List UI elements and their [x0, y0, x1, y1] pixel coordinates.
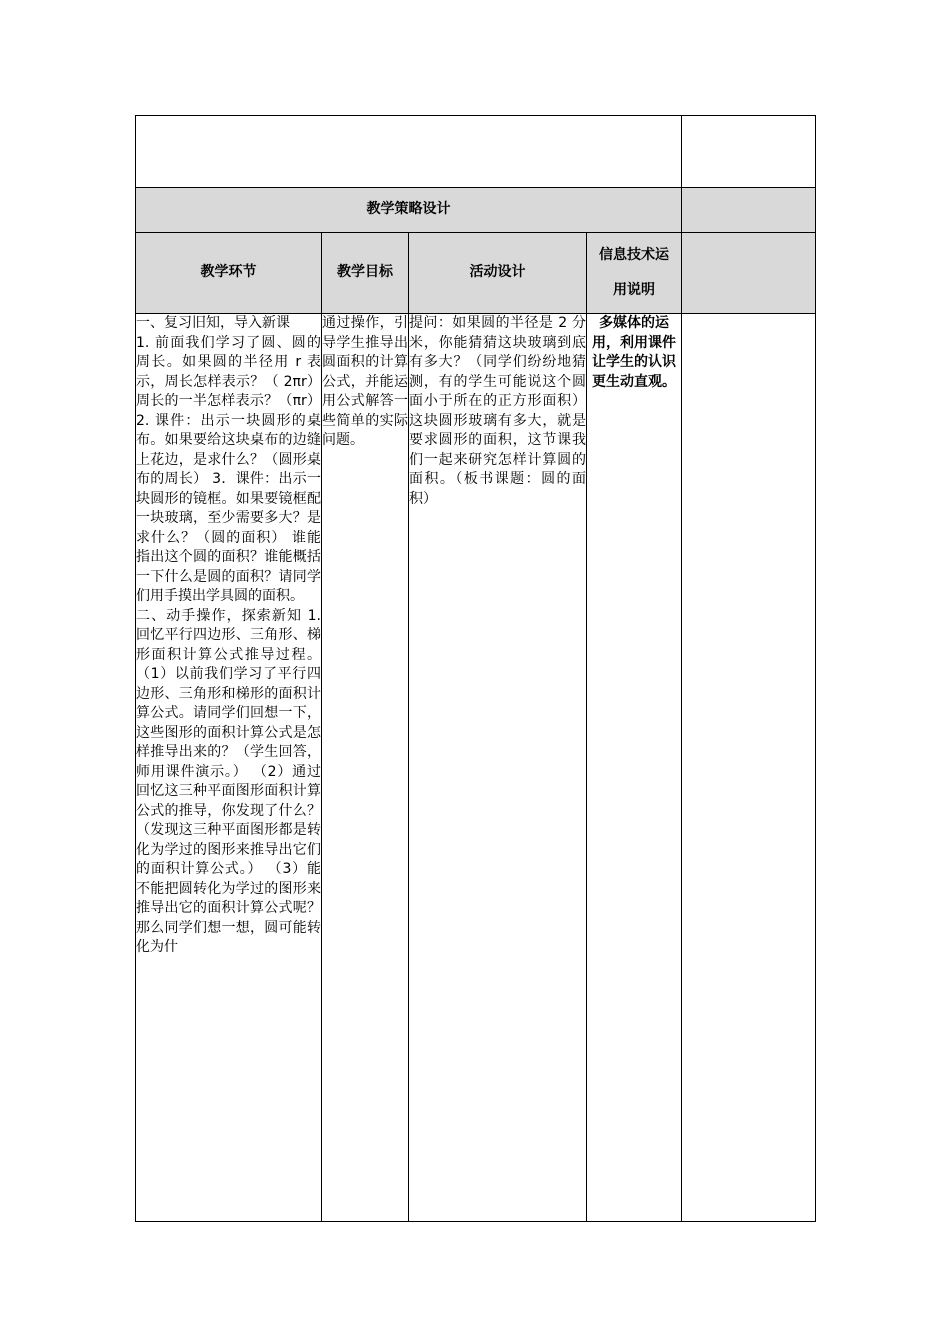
content-row [136, 314, 816, 1222]
section-side-cell [682, 188, 816, 233]
stage-heading-review: 一、复习旧知，导入新课 [136, 315, 290, 331]
stage-paragraph-explore-text: 1. 回忆平行四边形、三角形、梯形面积计算公式推导过程。（1）以前我们学习了平行四边形、三角形和梯形的面积计算公式。请同学们回想一下，这些图形的面积计算公式是怎样推导出来的？（学生回答，师用课件演示。） （2）通过回忆这三种平面图形面积计算公式的推导，你发现了什么？（发现这三种平面图形都是转化为学过的图形来推导出它们的面积计算公式。） （3）能不能把圆转化为学过的图形来推导出它的面积计算公式呢？ 那么同学们想一想，圆可能转化为什 [136, 607, 322, 955]
header-activity-design: 活动设计 [409, 233, 587, 314]
blank-cell [136, 116, 682, 188]
header-it-usage: 信息技术运用说明 [587, 233, 682, 314]
lesson-plan-table [135, 115, 816, 1222]
it-usage-cell: 多媒体的运用，利用课件让学生的认识更生动直观。 [587, 314, 682, 1222]
header-side-cell [682, 233, 816, 314]
stage-heading-explore: 二、动手操作，探索新知 [136, 607, 303, 624]
section-title-row [136, 188, 816, 233]
content-side-cell [682, 314, 816, 1222]
stage-paragraph-explore [136, 607, 321, 958]
section-title: 教学策略设计 [136, 188, 682, 233]
header-teaching-stage: 教学环节 [136, 233, 322, 314]
activity-design-cell: 提问：如果圆的半径是 2 分米，你能猜猜这块玻璃到底有多大？（同学们纷纷地猜测，有的学生可能说这个圆面小于所在的正方形面积） 这块圆形玻璃有多大，就是要求圆形的面积，这节课我们一起来研究怎样计算圆的面积。（板书课题：圆的面积） [409, 314, 587, 1222]
header-teaching-goal: 教学目标 [322, 233, 409, 314]
teaching-stage-cell [136, 314, 322, 1222]
blank-side-cell [682, 116, 816, 188]
blank-row [136, 116, 816, 188]
stage-paragraph-review: 1. 前面我们学习了圆、圆的周长。如果圆的半径用 r 表示，周长怎样表示？（ 2πr）周长的一半怎样表示？（πr） 2. 课件：出示一块圆形的桌布。如果要给这块桌布的边缝上花边，是求什么？（圆形桌布的周长） 3．课件：出示一块圆形的镜框。如果要镜框配一块玻璃，至少需要多大？是求什么？（圆的面积） 谁能指出这个圆的面积？谁能概括一下什么是圆的面积？请同学们用手摸出学具圆的面积。 [136, 334, 321, 604]
teaching-goal-cell: 通过操作，引导学生推导出圆面积的计算公式，并能运用公式解答一些简单的实际问题。 [322, 314, 409, 1222]
header-row [136, 233, 816, 314]
